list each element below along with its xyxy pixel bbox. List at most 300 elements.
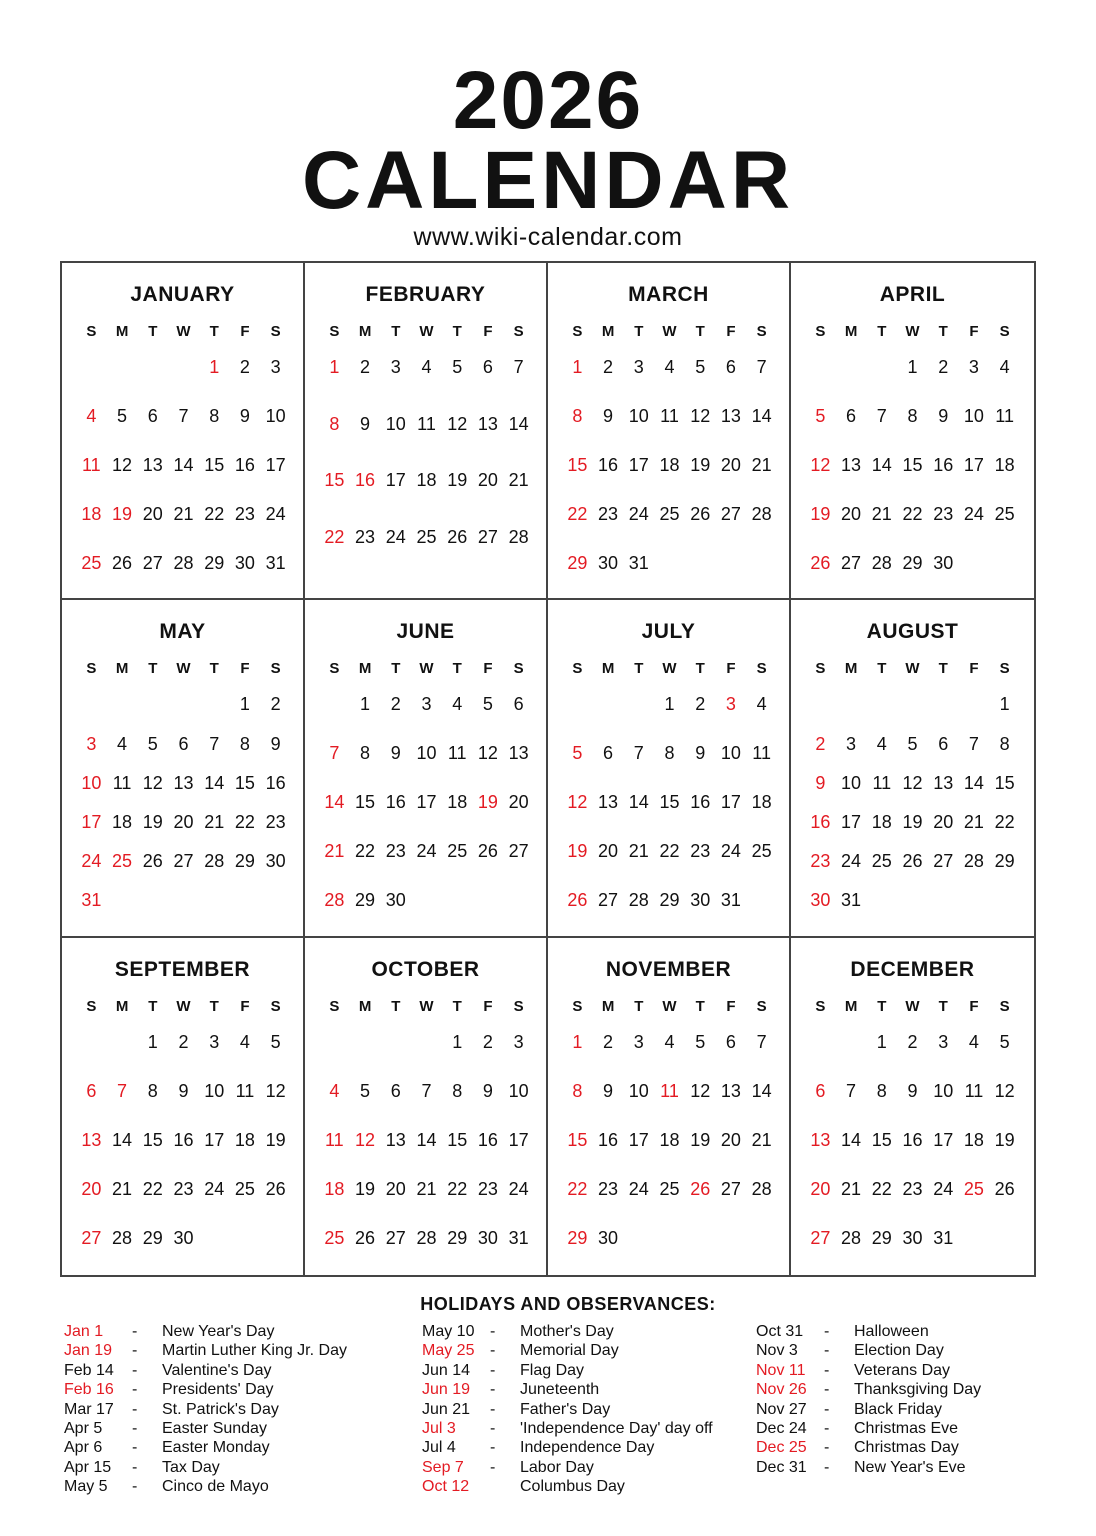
weekday-label: F [726,660,736,678]
holiday-name: Mother's Day [520,1323,614,1340]
day-cell: 17 [933,1129,954,1150]
weekday-label: T [695,323,705,340]
weekday-header-row [805,323,1020,340]
day-cell-holiday: 29 [567,1227,588,1248]
year-heading: 2026 [452,55,644,146]
day-cell-holiday: 12 [355,1129,376,1150]
weekday-label: T [695,997,705,1015]
day-cell: 19 [142,811,163,832]
holiday-dash: - [132,1478,138,1496]
day-cell: 10 [628,1080,649,1101]
weekday-label: W [419,997,434,1015]
day-grid [76,690,291,925]
day-cell: 27 [173,851,194,872]
holiday-dash: - [824,1323,830,1340]
day-cell: 4 [239,1031,250,1052]
holiday-name: Juneteenth [520,1381,600,1399]
holiday-dash: - [824,1439,830,1457]
holiday-date: Jun 19 [422,1381,471,1399]
day-cell: 19 [690,455,711,475]
day-cell: 28 [628,890,649,911]
day-cell: 13 [933,772,954,793]
day-cell: 22 [204,504,225,524]
holiday-row [64,1477,347,1496]
month-november [548,938,791,1275]
day-cell: 29 [994,851,1015,872]
holiday-row [756,1438,981,1457]
holiday-row [756,1458,981,1477]
day-cell: 28 [112,1227,133,1248]
day-cell: 24 [933,1178,954,1199]
day-cell: 2 [695,694,706,715]
day-cell: 20 [841,504,862,524]
day-cell: 22 [142,1178,163,1199]
day-cell: 25 [416,526,437,547]
day-cell: 13 [173,772,194,793]
day-cell: 2 [907,1031,918,1052]
day-cell: 16 [265,772,286,793]
day-cell: 17 [720,792,741,813]
day-cell: 3 [633,357,644,377]
holiday-name: Valentine's Day [162,1361,272,1379]
day-cell-holiday: 25 [112,851,133,872]
weekday-header-row [76,998,291,1015]
day-cell-holiday: 27 [810,1227,831,1248]
day-cell-holiday: 29 [567,553,588,573]
day-cell-holiday: 15 [567,455,588,475]
day-cell-holiday: 7 [117,1080,128,1101]
day-cell: 6 [513,694,524,715]
weekday-label: M [358,660,372,678]
day-cell: 7 [876,406,887,426]
weekday-label: T [877,323,887,340]
day-cell: 29 [659,890,680,911]
month-january [62,263,305,600]
day-cell: 22 [994,811,1015,832]
day-grid [319,690,534,935]
holiday-name: New Year's Eve [854,1458,966,1476]
weekday-label: T [877,660,887,678]
day-cell: 4 [999,357,1010,377]
holiday-name: Martin Luther King Jr. Day [162,1342,347,1360]
day-cell: 27 [385,1227,406,1248]
day-cell: 8 [452,1080,463,1101]
day-cell-holiday: 8 [572,406,583,426]
day-cell: 29 [447,1227,468,1248]
day-cell-holiday: 19 [567,841,588,862]
day-cell: 17 [385,470,406,490]
day-cell-holiday: 18 [324,1178,345,1199]
day-cell: 23 [598,1178,619,1199]
day-cell: 19 [265,1129,286,1150]
day-cell: 13 [508,743,529,764]
day-cell-holiday: 25 [963,1178,984,1199]
weekday-label: T [148,997,158,1015]
day-cell: 27 [142,553,163,573]
day-cell: 13 [477,413,498,434]
day-cell: 19 [902,811,923,832]
day-cell: 25 [659,1178,680,1199]
holiday-row [64,1419,347,1438]
day-cell: 19 [447,470,468,490]
day-cell: 6 [178,733,189,754]
day-cell: 26 [447,526,468,547]
weekday-label: S [815,997,826,1015]
empty-day [199,690,230,729]
day-cell: 10 [628,406,649,426]
day-cell: 3 [390,357,401,377]
day-grid [805,353,1020,598]
holiday-name: 'Independence Day' day off [520,1420,713,1438]
day-grid [562,690,777,935]
holiday-dash: - [824,1342,830,1360]
day-cell: 15 [871,1129,892,1150]
day-cell-holiday: 9 [815,772,826,793]
day-cell: 20 [508,792,529,813]
holiday-dash: - [824,1361,830,1379]
day-cell: 31 [508,1227,529,1248]
day-cell: 9 [239,406,250,426]
day-cell: 17 [963,455,984,475]
day-cell: 28 [841,1227,862,1248]
holiday-date: Jul 4 [422,1439,456,1457]
day-cell: 2 [603,357,614,377]
day-cell: 7 [756,1031,767,1052]
day-cell: 5 [117,406,128,426]
day-cell: 5 [482,694,493,715]
holiday-name: Christmas Day [854,1439,959,1457]
day-cell: 11 [235,1080,255,1101]
holiday-date: Jan 19 [64,1342,113,1360]
empty-day [319,690,350,739]
day-grid [805,690,1020,925]
day-cell: 14 [508,413,529,434]
holiday-dash: - [132,1400,138,1418]
month-name: OCTOBER [371,957,480,981]
day-cell: 6 [482,357,493,377]
holiday-date: Oct 31 [756,1323,804,1340]
day-cell: 27 [598,890,619,911]
day-cell: 14 [841,1129,862,1150]
holiday-row [422,1341,713,1360]
day-cell: 24 [841,851,862,872]
day-cell: 17 [265,455,286,475]
holiday-row [422,1438,713,1457]
holiday-name: Labor Day [520,1458,594,1476]
day-cell-holiday: 1 [572,1031,583,1052]
day-cell: 15 [234,772,255,793]
month-name: JULY [641,620,696,644]
weekday-label: S [270,997,281,1015]
empty-day [168,353,199,402]
day-cell: 1 [907,357,918,377]
holiday-dash: - [490,1361,496,1379]
holiday-name: Thanksgiving Day [854,1381,982,1399]
holiday-dash: - [132,1420,138,1438]
weekday-label: S [329,997,340,1015]
day-cell-holiday: 30 [810,890,831,911]
day-cell: 20 [598,841,619,862]
day-cell-holiday: 19 [477,792,498,813]
day-cell: 16 [933,455,954,475]
day-cell: 7 [209,733,220,754]
empty-day [76,353,107,402]
day-cell-holiday: 20 [81,1178,102,1199]
weekday-label: T [938,660,948,678]
day-cell: 12 [265,1080,286,1101]
month-name: AUGUST [866,620,959,644]
day-cell: 23 [355,526,376,547]
holiday-name: Christmas Eve [854,1420,959,1438]
month-march [548,263,791,600]
day-cell-holiday: 10 [81,772,102,793]
holiday-date: Mar 17 [64,1400,114,1418]
weekday-label: M [115,660,129,678]
day-cell: 16 [477,1129,498,1150]
month-september [62,938,305,1275]
day-cell: 4 [876,733,887,754]
day-cell: 14 [173,455,194,475]
holiday-row [64,1341,347,1360]
day-cell: 18 [659,1129,680,1150]
day-cell: 8 [907,406,918,426]
day-grid [562,1028,777,1273]
day-cell: 30 [385,890,406,911]
month-name: APRIL [879,283,946,306]
holiday-name: Flag Day [520,1361,585,1379]
holiday-dash: - [824,1420,830,1438]
holiday-dash: - [132,1361,138,1379]
months-grid [60,261,1036,1277]
holiday-date: Dec 25 [756,1439,807,1457]
empty-day [562,690,593,739]
holiday-dash: - [824,1400,830,1418]
day-cell: 12 [902,772,923,793]
day-cell: 15 [355,792,376,813]
empty-day [623,690,654,739]
day-cell: 14 [751,406,772,426]
day-cell-holiday: 5 [572,743,583,764]
day-cell: 2 [390,694,401,715]
day-cell: 27 [720,1178,741,1199]
day-cell: 28 [416,1227,437,1248]
day-cell: 30 [902,1227,923,1248]
day-cell-holiday: 21 [324,841,345,862]
weekday-label: W [419,323,434,340]
holiday-date: Sep 7 [422,1458,464,1476]
day-cell-holiday: 24 [81,851,102,872]
month-name: SEPTEMBER [114,957,251,981]
day-cell: 25 [234,1178,255,1199]
day-cell: 3 [633,1031,644,1052]
day-cell: 5 [907,733,918,754]
holiday-dash [490,1477,520,1496]
empty-day [76,690,107,729]
day-cell-holiday: 12 [567,792,588,813]
day-cell: 17 [416,792,437,813]
day-cell: 8 [664,743,675,764]
weekday-label: T [148,660,158,678]
day-cell: 20 [933,811,954,832]
day-cell-holiday: 1 [572,357,583,377]
holiday-dash: - [132,1439,138,1457]
day-cell: 18 [871,811,892,832]
day-cell: 25 [871,851,892,872]
month-name: MAY [159,620,206,644]
empty-day [107,690,138,729]
holiday-row [756,1341,981,1360]
holidays-column-1 [64,1322,347,1497]
day-cell: 26 [994,1178,1015,1199]
holiday-date: Apr 5 [64,1420,103,1438]
day-cell-holiday: 27 [81,1227,102,1248]
day-cell: 1 [452,1031,463,1052]
day-cell: 27 [720,504,741,524]
day-cell: 18 [994,455,1015,475]
weekday-label: F [726,323,736,340]
holiday-name: St. Patrick's Day [162,1400,279,1418]
day-cell: 27 [933,851,954,872]
day-cell: 2 [482,1031,493,1052]
day-cell: 8 [209,406,220,426]
weekday-label: W [662,997,677,1015]
day-cell: 5 [452,357,463,377]
day-cell: 5 [360,1080,371,1101]
day-cell: 27 [477,526,498,547]
holiday-date: Apr 15 [64,1458,112,1476]
day-cell: 9 [178,1080,189,1101]
day-cell: 1 [876,1031,887,1052]
day-cell: 1 [664,694,675,715]
day-cell: 24 [385,526,406,547]
day-cell-holiday: 4 [329,1080,340,1101]
day-cell: 24 [508,1178,529,1199]
day-cell: 8 [360,743,371,764]
day-cell: 17 [204,1129,225,1150]
day-cell: 30 [690,890,711,911]
weekday-header-row [562,323,777,340]
day-cell: 4 [664,1031,675,1052]
day-cell: 28 [204,851,225,872]
empty-day [866,690,897,729]
day-cell-holiday: 8 [572,1080,583,1101]
holiday-dash: - [490,1420,496,1438]
day-cell: 30 [234,553,255,573]
weekday-header-row [319,323,534,340]
weekday-label: F [483,660,493,678]
day-grid [805,1028,1020,1273]
weekday-label: F [483,323,493,340]
day-cell: 10 [265,406,286,426]
day-cell: 18 [659,455,680,475]
holiday-row [422,1361,713,1380]
day-cell: 11 [872,772,892,793]
weekday-label: S [513,660,524,678]
weekday-label: T [452,997,462,1015]
holiday-date: Feb 16 [64,1381,114,1399]
day-cell: 25 [751,841,772,862]
weekday-label: T [391,323,401,340]
day-cell: 2 [178,1031,189,1052]
holiday-date: Jul 3 [422,1420,456,1438]
day-cell: 23 [598,504,619,524]
day-cell: 9 [390,743,401,764]
weekday-label: S [513,323,524,340]
day-cell: 8 [147,1080,158,1101]
holiday-date: Dec 31 [756,1458,807,1476]
weekday-label: T [938,323,948,340]
day-cell: 5 [695,357,706,377]
day-cell: 23 [690,841,711,862]
weekday-label: W [419,660,434,678]
day-cell: 13 [598,792,619,813]
day-cell: 18 [234,1129,255,1150]
month-august [791,600,1034,937]
month-name: NOVEMBER [605,957,732,981]
weekday-label: F [969,323,979,340]
day-cell: 3 [209,1031,220,1052]
holidays-column-2 [422,1322,713,1497]
holiday-row [64,1458,347,1477]
day-cell: 3 [513,1031,524,1052]
weekday-label: T [391,997,401,1015]
day-cell: 4 [421,357,432,377]
day-cell: 5 [147,733,158,754]
day-cell: 6 [725,357,736,377]
weekday-label: S [270,660,281,678]
holiday-date: May 25 [422,1342,475,1360]
day-cell-holiday: 1 [329,357,340,377]
holiday-row [64,1400,347,1419]
weekday-label: M [115,997,129,1015]
holiday-row [756,1322,981,1341]
day-cell: 6 [390,1080,401,1101]
day-cell-holiday: 13 [81,1129,102,1150]
day-cell: 23 [477,1178,498,1199]
day-cell: 13 [142,455,163,475]
holiday-date: Nov 11 [756,1361,806,1379]
day-cell: 16 [385,792,406,813]
day-cell: 11 [995,406,1014,426]
day-cell: 17 [628,1129,649,1150]
holiday-name: Tax Day [162,1458,220,1476]
day-cell: 12 [477,743,498,764]
day-cell: 20 [477,470,498,490]
weekday-label: S [756,323,767,340]
empty-day [897,690,928,729]
day-cell-holiday: 16 [355,470,376,490]
day-cell: 4 [452,694,463,715]
weekday-label: T [209,323,219,340]
empty-day [805,353,836,402]
weekday-header-row [562,660,777,677]
day-cell-holiday: 11 [325,1129,344,1150]
weekday-label: T [634,323,644,340]
day-cell: 21 [871,504,892,524]
weekday-label: S [572,997,583,1015]
weekday-label: T [938,997,948,1015]
day-cell: 12 [112,455,133,475]
day-cell-holiday: 11 [82,455,101,475]
day-cell: 22 [902,504,923,524]
holiday-name: Presidents' Day [162,1381,274,1399]
day-cell: 9 [270,733,281,754]
day-cell: 26 [477,841,498,862]
day-cell: 25 [659,504,680,524]
weekday-label: S [815,660,826,678]
day-cell: 30 [598,553,619,573]
weekday-label: S [756,997,767,1015]
